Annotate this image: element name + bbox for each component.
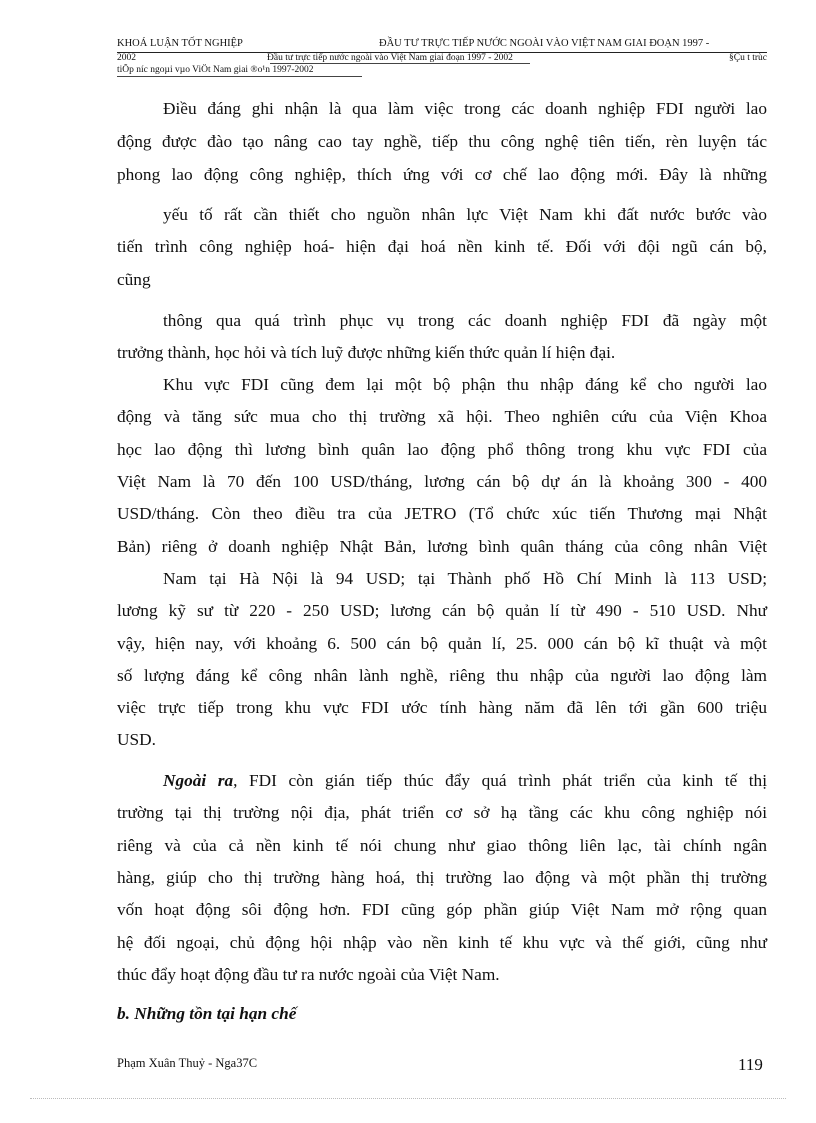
- p4-line-2: động và tăng sức mua cho thị trường xã hội. Theo nghiên cứu của Viện Khoa: [117, 407, 767, 426]
- p5-line-6: USD.: [117, 730, 156, 749]
- p6-line-6: hệ đối ngoại, chủ động hội nhập vào nền kinh tế khu vực và thế giới, cũng như: [117, 933, 767, 952]
- header-right: ĐẦU TƯ TRỰC TIẾP NƯỚC NGOÀI VÀO VIỆT NAM GIAI ĐOẠN 1997 -: [379, 38, 710, 49]
- p1-line-3: phong lao động công nghiệp, thích ứng với cơ chế lao động mới. Đây là những: [117, 165, 767, 184]
- p6-line-5: vốn hoạt động sôi động hơn. FDI cũng góp phần giúp Việt Nam mở rộng quan: [117, 900, 767, 919]
- running-subheader: [117, 52, 767, 78]
- page-number: 119: [738, 1055, 763, 1074]
- p5-line-1: Nam tại Hà Nội là 94 USD; tại Thành phố Hồ Chí Minh là 113 USD;: [163, 569, 767, 588]
- subheader-garbled-second: tiÕp níc ngoµi vµo ViÖt Nam giai ®o¹n 1997-2002: [117, 65, 314, 75]
- p5-line-5: việc trực tiếp trong khu vực FDI ước tính hàng năm đã lên tới gần 600 triệu: [117, 698, 767, 717]
- p4-line-4: Việt Nam là 70 đến 100 USD/tháng, lương cán bộ dự án là khoảng 300 - 400: [117, 472, 767, 491]
- p4-line-6: Bản) riêng ở doanh nghiệp Nhật Bản, lương bình quân tháng của công nhân Việt: [117, 537, 767, 556]
- p5-line-3: vậy, hiện nay, với khoảng 6. 500 cán bộ quản lí, 25. 000 cán bộ kĩ thuật và một: [117, 634, 767, 653]
- subheader-year: 2002: [117, 53, 136, 63]
- p1-line-1: Điều đáng ghi nhận là qua làm việc trong các doanh nghiệp FDI người lao: [163, 99, 767, 118]
- p5-line-4: số lượng đáng kể công nhân lành nghề, riêng thu nhập của người lao động làm: [117, 666, 767, 685]
- subheader-title: Đầu tư trực tiếp nước ngoài vào Việt Nam giai đoạn 1997 - 2002: [267, 53, 513, 63]
- p2-line-3: cũng: [117, 270, 151, 289]
- p3-line-1: thông qua quá trình phục vụ trong các doanh nghiệp FDI đã ngày một: [163, 311, 767, 330]
- p3-line-2: trưởng thành, học hỏi và tích luỹ được những kiến thức quản lí hiện đại.: [117, 343, 616, 362]
- p6-line-4: hàng, giúp cho thị trường hàng hoá, thị trường lao động và một phần thị trường: [117, 868, 767, 887]
- subheader-rule: [270, 63, 530, 64]
- p4-line-1: Khu vực FDI cũng đem lại một bộ phận thu nhập đáng kể cho người lao: [163, 375, 767, 394]
- footer-author: Phạm Xuân Thuỷ - Nga37C: [117, 1056, 258, 1070]
- p2-line-2: tiến trình công nghiệp hoá- hiện đại hoá nền kinh tế. Đối với đội ngũ cán bộ,: [117, 237, 767, 256]
- page-bottom-border: [30, 1098, 786, 1099]
- p6-line-1: [163, 771, 767, 791]
- p6-line-3: riêng và của cả nền kinh tế nói chung như giao thông liên lạc, tài chính ngân: [117, 836, 767, 855]
- p4-line-3: học lao động thì lương bình quân lao động phổ thông trong khu vực FDI của: [117, 440, 767, 459]
- p6-line-2: trường tại thị trường nội địa, phát triển cơ sở hạ tầng các khu công nghiệp nói: [117, 803, 767, 822]
- p5-line-2: lương kỹ sư từ 220 - 250 USD; lương cán bộ quản lí từ 490 - 510 USD. Như: [117, 601, 767, 620]
- p1-line-2: động được đào tạo nâng cao tay nghề, tiếp thu công nghệ tiên tiến, rèn luyện tác: [117, 132, 767, 151]
- header-left: KHOÁ LUẬN TỐT NGHIỆP: [117, 38, 243, 49]
- p2-line-1: yếu tố rất cần thiết cho nguồn nhân lực Việt Nam khi đất nước bước vào: [163, 205, 767, 224]
- section-heading-b: b. Những tồn tại hạn chế: [117, 1004, 297, 1023]
- running-header: [117, 38, 757, 52]
- p4-line-5: USD/tháng. Còn theo điều tra của JETRO (Tổ chức xúc tiến Thương mại Nhật: [117, 504, 767, 523]
- p6-line-7: thúc đẩy hoạt động đầu tư ra nước ngoài của Việt Nam.: [117, 965, 500, 984]
- p6-lead-emphasis: Ngoài ra: [163, 771, 234, 790]
- p6-line-1-rest: , FDI còn gián tiếp thúc đẩy quá trình phát triển của kinh tế thị: [233, 771, 767, 790]
- subheader-rule-2: [117, 76, 362, 77]
- subheader-garbled-right: §Çu t trùc: [729, 53, 767, 63]
